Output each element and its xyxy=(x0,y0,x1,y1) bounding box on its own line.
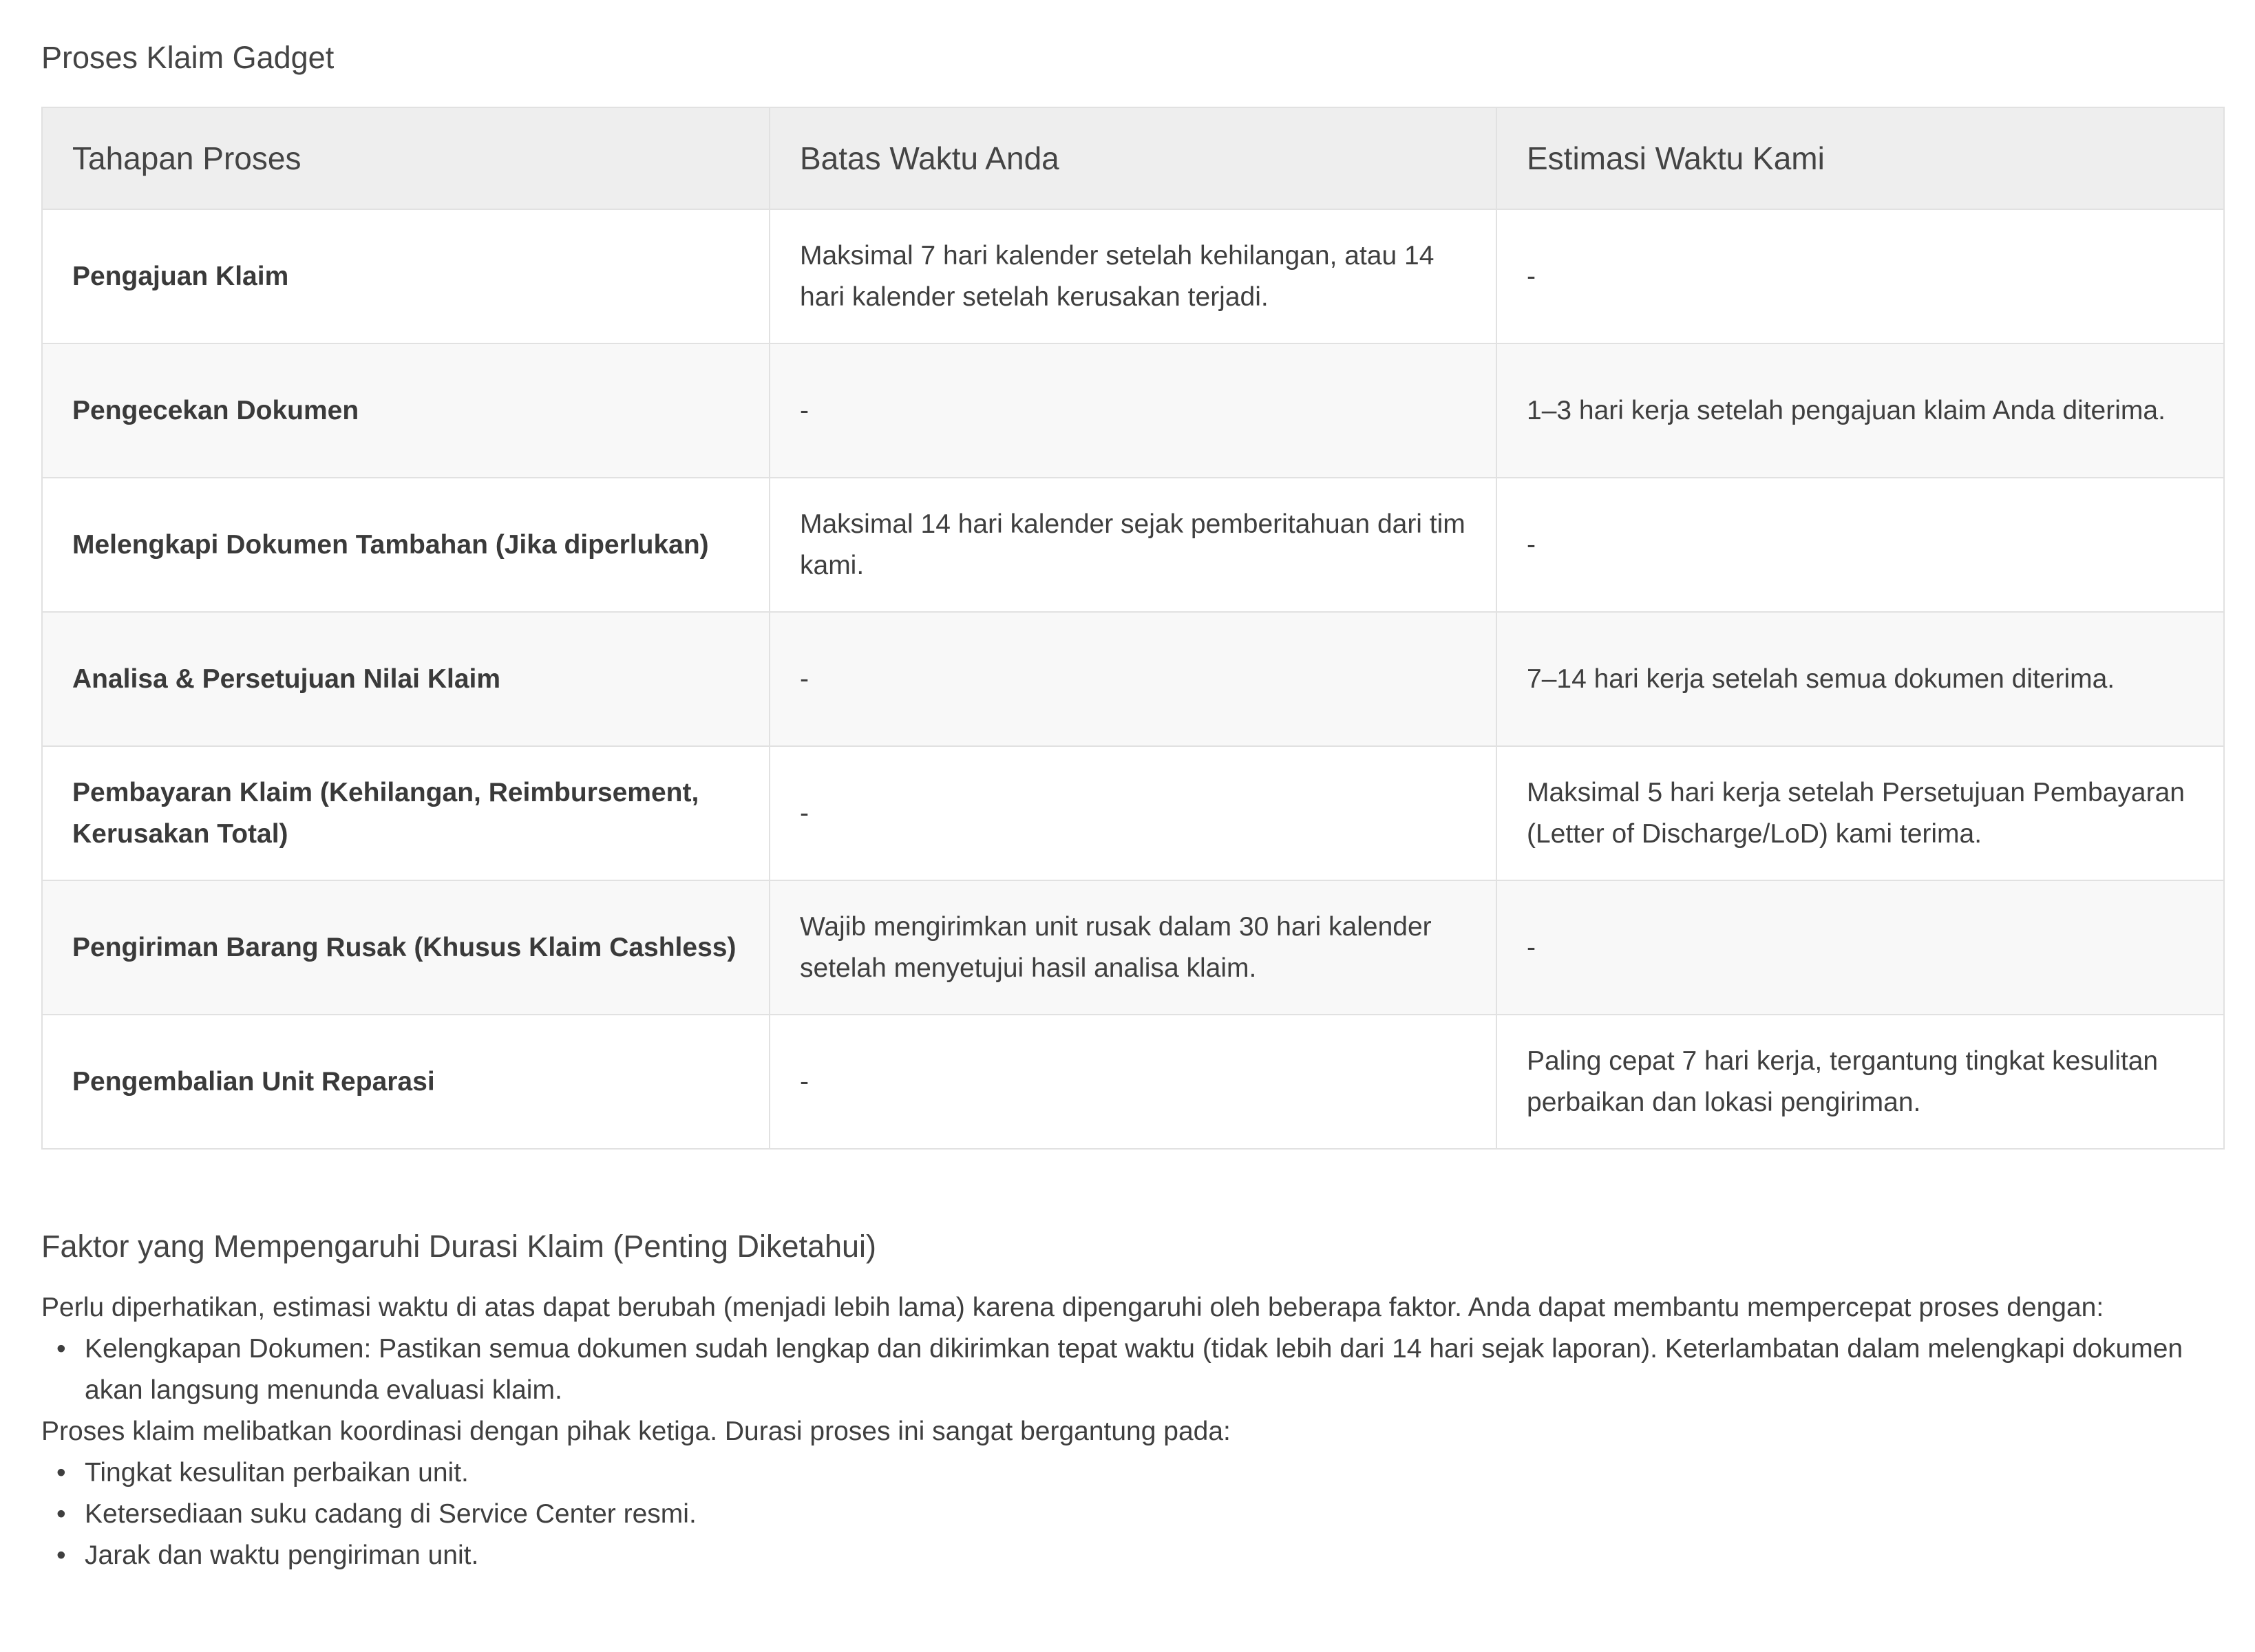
list-item-text: Jarak dan waktu pengiriman unit. xyxy=(85,1540,479,1570)
table-row xyxy=(42,1015,2224,1149)
bullet-icon: • xyxy=(56,1540,66,1570)
column-header-your-deadline: Batas Waktu Anda xyxy=(770,107,1496,209)
table-row xyxy=(42,880,2224,1015)
stage-cell: Pengembalian Unit Reparasi xyxy=(42,1015,770,1149)
table-row xyxy=(42,209,2224,343)
list-item xyxy=(41,1452,2223,1494)
your-deadline-cell: - xyxy=(770,343,1496,478)
stage-cell: Pengecekan Dokumen xyxy=(42,343,770,478)
third-party-list xyxy=(41,1452,2223,1576)
our-estimate-cell: 7–14 hari kerja setelah semua dokumen diterima. xyxy=(1496,612,2224,746)
table-row xyxy=(42,612,2224,746)
stage-cell: Melengkapi Dokumen Tambahan (Jika diperlukan) xyxy=(42,478,770,612)
column-header-our-estimate: Estimasi Waktu Kami xyxy=(1496,107,2224,209)
stage-cell: Pengajuan Klaim xyxy=(42,209,770,343)
list-item-text: Kelengkapan Dokumen: Pastikan semua dokumen sudah lengkap dan dikirimkan tepat waktu (tidak lebih dari 14 hari sejak laporan). Keterlambatan dalam melengkapi dokumen akan langsung menunda evaluasi klaim. xyxy=(85,1334,2183,1405)
factors-heading: Faktor yang Mempengaruhi Durasi Klaim (Penting Diketahui) xyxy=(41,1229,877,1264)
list-item xyxy=(41,1494,2223,1535)
table-header-row xyxy=(42,107,2224,209)
factors-intro: Perlu diperhatikan, estimasi waktu di atas dapat berubah (menjadi lebih lama) karena dipengaruhi oleh beberapa faktor. Anda dapat membantu mempercepat proses dengan: xyxy=(41,1293,2104,1322)
our-estimate-cell: - xyxy=(1496,880,2224,1015)
factors-intro-list xyxy=(41,1328,2223,1411)
column-header-stage: Tahapan Proses xyxy=(42,107,770,209)
table-row xyxy=(42,478,2224,612)
list-item-text: Tingkat kesulitan perbaikan unit. xyxy=(85,1458,469,1487)
list-item xyxy=(41,1328,2223,1411)
third-party-intro: Proses klaim melibatkan koordinasi dengan pihak ketiga. Durasi proses ini sangat bergantung pada: xyxy=(41,1417,1231,1446)
bullet-icon: • xyxy=(56,1458,66,1487)
your-deadline-cell: - xyxy=(770,612,1496,746)
our-estimate-cell: - xyxy=(1496,209,2224,343)
bullet-icon: • xyxy=(56,1499,66,1529)
your-deadline-cell: - xyxy=(770,1015,1496,1149)
table-row xyxy=(42,343,2224,478)
stage-cell: Pembayaran Klaim (Kehilangan, Reimbursement, Kerusakan Total) xyxy=(42,746,770,880)
your-deadline-cell: - xyxy=(770,746,1496,880)
your-deadline-cell: Maksimal 7 hari kalender setelah kehilangan, atau 14 hari kalender setelah kerusakan terjadi. xyxy=(770,209,1496,343)
stage-cell: Analisa & Persetujuan Nilai Klaim xyxy=(42,612,770,746)
our-estimate-cell: Paling cepat 7 hari kerja, tergantung tingkat kesulitan perbaikan dan lokasi pengiriman. xyxy=(1496,1015,2224,1149)
claim-process-table xyxy=(41,107,2225,1150)
our-estimate-cell: 1–3 hari kerja setelah pengajuan klaim Anda diterima. xyxy=(1496,343,2224,478)
our-estimate-cell: - xyxy=(1496,478,2224,612)
list-item xyxy=(41,1535,2223,1576)
bullet-icon: • xyxy=(56,1334,66,1364)
list-item-text: Ketersediaan suku cadang di Service Center resmi. xyxy=(85,1499,697,1529)
our-estimate-cell: Maksimal 5 hari kerja setelah Persetujuan Pembayaran (Letter of Discharge/LoD) kami terima. xyxy=(1496,746,2224,880)
factors-section xyxy=(41,1287,2223,1576)
your-deadline-cell: Wajib mengirimkan unit rusak dalam 30 hari kalender setelah menyetujui hasil analisa klaim. xyxy=(770,880,1496,1015)
your-deadline-cell: Maksimal 14 hari kalender sejak pemberitahuan dari tim kami. xyxy=(770,478,1496,612)
stage-cell: Pengiriman Barang Rusak (Khusus Klaim Cashless) xyxy=(42,880,770,1015)
table-row xyxy=(42,746,2224,880)
page-title: Proses Klaim Gadget xyxy=(41,40,335,75)
